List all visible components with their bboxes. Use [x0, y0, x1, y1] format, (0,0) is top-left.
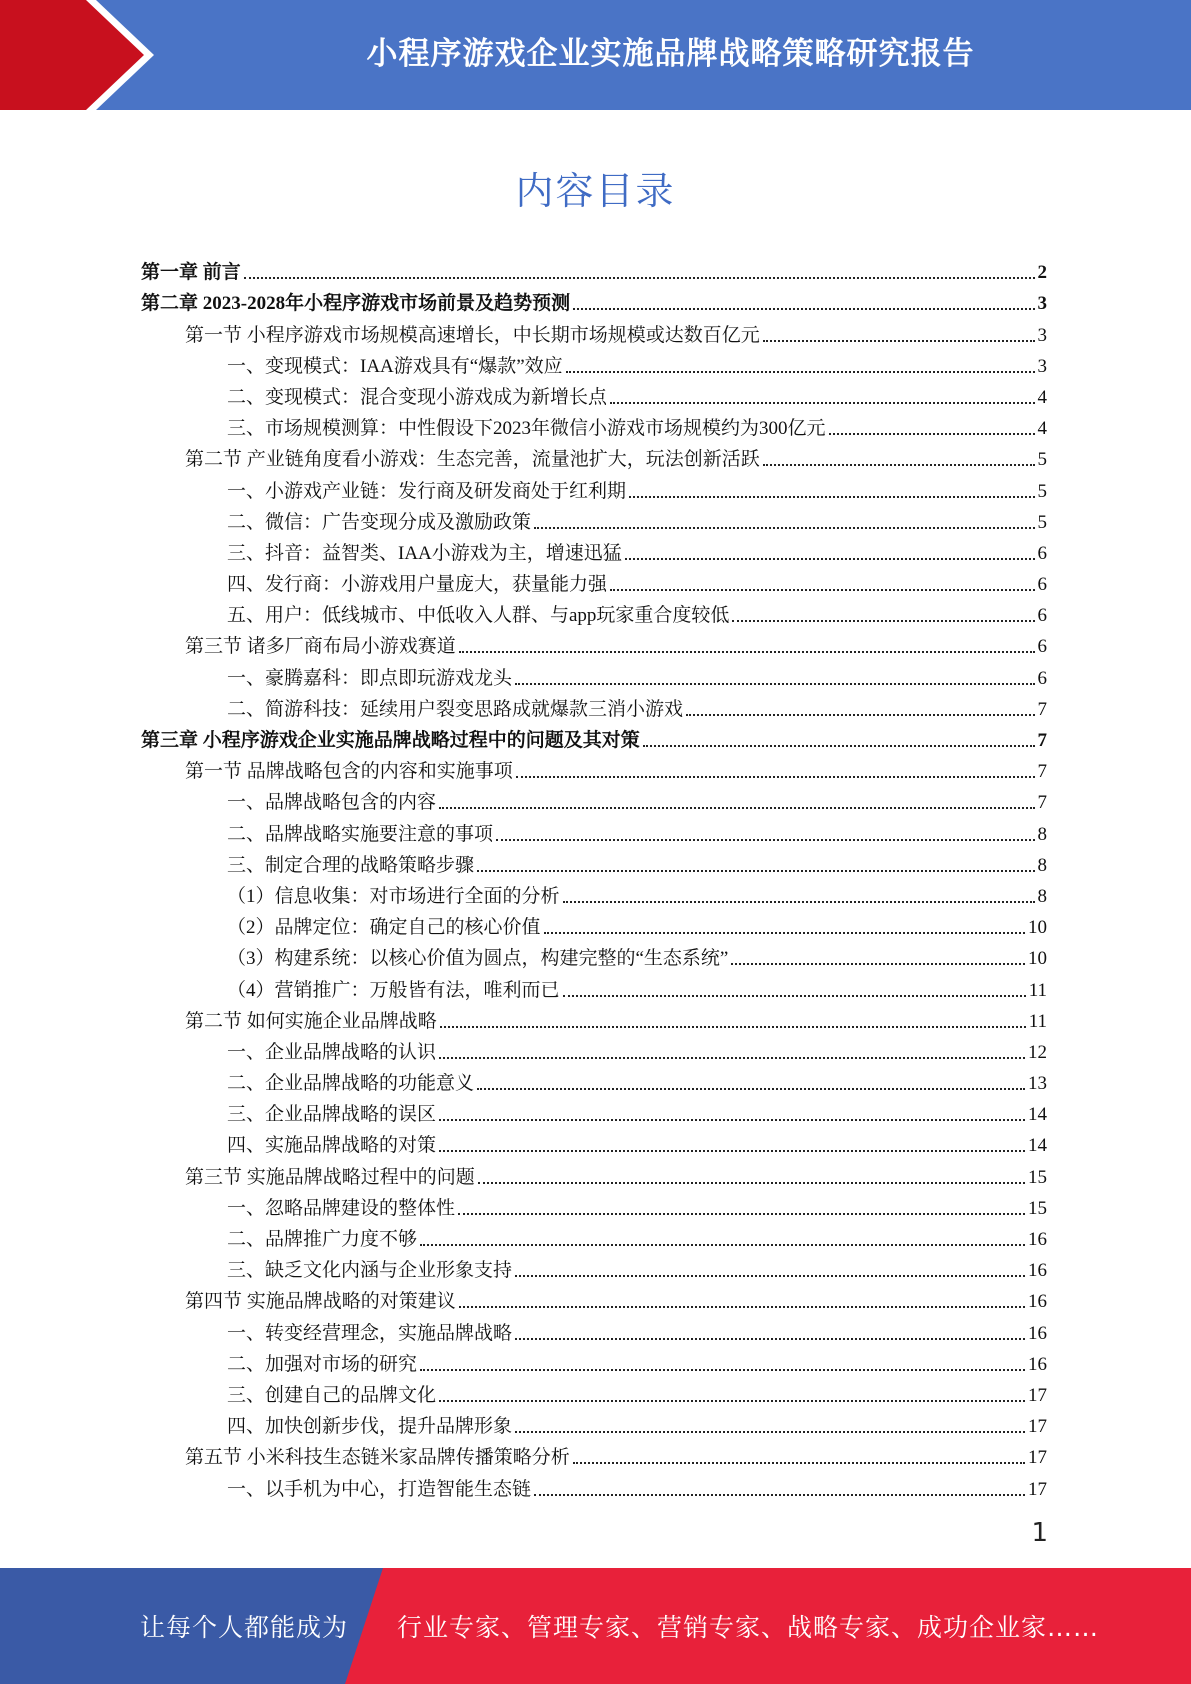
toc-entry-page: 7 — [1037, 761, 1047, 783]
toc-entry-page: 6 — [1037, 574, 1047, 596]
toc-entry-title: 二、微信：广告变现分成及激励政策 — [227, 511, 532, 533]
toc-entry-title: 一、豪腾嘉科：即点即玩游戏龙头 — [227, 667, 513, 689]
toc-entry-title: 三、制定合理的战略策略步骤 — [227, 854, 475, 876]
toc-entry-page: 13 — [1028, 1073, 1047, 1095]
toc-entry[interactable] — [141, 253, 1047, 284]
toc-entry-page: 16 — [1028, 1229, 1047, 1250]
toc-entry-page: 3 — [1037, 355, 1047, 377]
header-band — [0, 0, 1191, 110]
toc-entry-title: 一、企业品牌战略的认识 — [227, 1041, 437, 1063]
toc-entry-title: 二、变现模式：混合变现小游戏成为新增长点 — [227, 386, 608, 408]
toc-entry[interactable] — [141, 1002, 1047, 1033]
toc-dot-leader — [544, 932, 1025, 934]
toc-entry-page: 8 — [1037, 823, 1047, 845]
toc-entry[interactable] — [141, 347, 1047, 378]
toc-entry-title: 三、创建自己的品牌文化 — [227, 1384, 437, 1406]
toc-entry-page: 7 — [1037, 792, 1047, 814]
toc-entry[interactable] — [141, 846, 1047, 877]
toc-entry[interactable] — [141, 814, 1047, 845]
toc-entry[interactable] — [141, 315, 1047, 346]
toc-dot-leader — [477, 1088, 1025, 1090]
toc-entry-title: 第一章 前言 — [141, 262, 241, 284]
toc-entry[interactable] — [141, 752, 1047, 783]
toc-entry[interactable] — [141, 565, 1047, 596]
toc-dot-leader — [439, 1119, 1025, 1121]
toc-entry[interactable] — [141, 1033, 1047, 1064]
toc-entry-title: 二、品牌战略实施要注意的事项 — [227, 823, 494, 845]
toc-entry-page: 17 — [1028, 1416, 1047, 1438]
toc-entry-page: 16 — [1028, 1260, 1047, 1282]
toc-entry-title: 第三节 诸多厂商布局小游戏赛道 — [185, 636, 456, 658]
toc-dot-leader — [439, 1400, 1025, 1402]
table-of-contents — [141, 253, 1047, 1501]
footer-band — [0, 1568, 1191, 1684]
toc-dot-leader — [534, 527, 1034, 529]
toc-dot-leader — [573, 308, 1034, 310]
toc-dot-leader — [420, 1369, 1025, 1371]
toc-entry[interactable] — [141, 908, 1047, 939]
toc-entry-page: 5 — [1037, 480, 1047, 502]
toc-entry-page: 6 — [1037, 636, 1047, 658]
toc-entry[interactable] — [141, 471, 1047, 502]
toc-entry[interactable] — [141, 1095, 1047, 1126]
toc-entry-title: 一、转变经营理念，实施品牌战略 — [227, 1322, 513, 1344]
toc-dot-leader — [478, 1182, 1025, 1184]
toc-dot-leader — [732, 620, 1034, 622]
toc-entry-page: 12 — [1028, 1041, 1047, 1063]
toc-entry[interactable] — [141, 284, 1047, 315]
toc-entry-page: 7 — [1037, 698, 1047, 720]
toc-entry-page: 10 — [1028, 948, 1047, 970]
toc-entry-title: 一、品牌战略包含的内容 — [227, 792, 437, 814]
toc-entry-page: 6 — [1037, 542, 1047, 564]
header-arrow-decoration — [0, 0, 160, 110]
toc-dot-leader — [731, 963, 1025, 965]
toc-entry-page: 17 — [1028, 1447, 1047, 1469]
report-title: 小程序游戏企业实施品牌战略策略研究报告 — [366, 35, 975, 72]
toc-entry-page: 11 — [1028, 1010, 1047, 1032]
toc-dot-leader — [515, 1275, 1025, 1277]
toc-entry[interactable] — [141, 939, 1047, 970]
toc-dot-leader — [610, 402, 1034, 404]
toc-entry-page: 3 — [1037, 324, 1047, 346]
toc-dot-leader — [515, 1431, 1025, 1433]
toc-dot-leader — [829, 433, 1035, 435]
toc-entry[interactable] — [141, 1313, 1047, 1344]
toc-entry-title: 第三章 小程序游戏企业实施品牌战略过程中的问题及其对策 — [141, 730, 640, 751]
toc-dot-leader — [563, 995, 1026, 997]
toc-entry-title: 五、用户：低线城市、中低收入人群、与app玩家重合度较低 — [227, 605, 730, 627]
toc-dot-leader — [610, 589, 1034, 591]
toc-entry[interactable] — [141, 378, 1047, 409]
toc-entry-title: 一、忽略品牌建设的整体性 — [227, 1197, 456, 1219]
toc-entry-title: 第二节 产业链角度看小游戏：生态完善，流量池扩大，玩法创新活跃 — [185, 449, 760, 471]
toc-entry-page: 6 — [1037, 667, 1047, 689]
toc-entry-page: 14 — [1028, 1104, 1047, 1126]
toc-dot-leader — [515, 1338, 1025, 1340]
toc-dot-leader — [534, 1494, 1025, 1496]
toc-entry[interactable] — [141, 1376, 1047, 1407]
toc-entry-page: 8 — [1037, 885, 1047, 907]
toc-dot-leader — [458, 1213, 1025, 1215]
toc-dot-leader — [439, 807, 1034, 809]
toc-entry-page: 10 — [1028, 917, 1047, 939]
toc-entry-page: 14 — [1028, 1135, 1047, 1157]
toc-entry[interactable] — [141, 409, 1047, 440]
toc-entry-page: 17 — [1028, 1384, 1047, 1406]
toc-entry[interactable] — [141, 877, 1047, 908]
toc-entry[interactable] — [141, 1407, 1047, 1438]
toc-entry[interactable] — [141, 783, 1047, 814]
toc-entry[interactable] — [141, 503, 1047, 534]
toc-entry-title: 二、简游科技：延续用户裂变思路成就爆款三消小游戏 — [227, 698, 684, 720]
toc-entry-title: 三、企业品牌战略的误区 — [227, 1104, 437, 1126]
header-arrow-shape — [0, 0, 146, 110]
toc-dot-leader — [625, 558, 1035, 560]
toc-dot-leader — [459, 651, 1035, 653]
toc-entry[interactable] — [141, 1438, 1047, 1469]
toc-entry[interactable] — [141, 1064, 1047, 1095]
toc-entry-title: 第二章 2023-2028年小程序游戏市场前景及趋势预测 — [141, 293, 571, 315]
toc-entry[interactable] — [141, 627, 1047, 658]
toc-dot-leader — [515, 683, 1034, 685]
toc-entry[interactable] — [141, 1345, 1047, 1376]
toc-dot-leader — [686, 714, 1034, 716]
toc-dot-leader — [516, 776, 1035, 778]
toc-entry-page: 4 — [1037, 386, 1047, 408]
toc-dot-leader — [477, 870, 1034, 872]
toc-dot-leader — [440, 1026, 1026, 1028]
toc-entry-title: 第一节 小程序游戏市场规模高速增长，中长期市场规模或达数百亿元 — [185, 324, 760, 346]
toc-entry-page: 3 — [1037, 293, 1047, 315]
toc-entry-page: 11 — [1028, 979, 1047, 1001]
toc-entry[interactable] — [141, 440, 1047, 471]
toc-entry-page: 16 — [1028, 1322, 1047, 1344]
toc-entry-title: 二、品牌推广力度不够 — [227, 1229, 418, 1250]
toc-entry-title: （1）信息收集：对市场进行全面的分析 — [227, 885, 560, 907]
toc-entry[interactable] — [141, 1189, 1047, 1220]
toc-dot-leader — [573, 1462, 1025, 1464]
toc-entry-title: 第四节 实施品牌战略的对策建议 — [185, 1291, 456, 1313]
toc-entry[interactable] — [141, 1469, 1047, 1500]
toc-entry-page: 4 — [1037, 418, 1047, 440]
toc-entry-page: 15 — [1028, 1197, 1047, 1219]
toc-entry-title: 三、抖音：益智类、IAA小游戏为主，增速迅猛 — [227, 542, 622, 564]
toc-entry-page: 7 — [1037, 730, 1047, 751]
toc-entry-title: 一、以手机为中心，打造智能生态链 — [227, 1478, 532, 1500]
toc-entry[interactable] — [141, 534, 1047, 565]
toc-entry-title: 三、缺乏文化内涵与企业形象支持 — [227, 1260, 513, 1282]
toc-dot-leader — [496, 839, 1034, 841]
toc-entry-page: 15 — [1028, 1166, 1047, 1188]
toc-dot-leader — [629, 496, 1034, 498]
toc-entry-page: 17 — [1028, 1478, 1047, 1500]
toc-entry[interactable] — [141, 1157, 1047, 1188]
toc-entry-title: 二、加强对市场的研究 — [227, 1353, 418, 1375]
footer-slogan-right: 行业专家、管理专家、营销专家、战略专家、成功企业家…… — [397, 1613, 1100, 1642]
toc-dot-leader — [763, 464, 1035, 466]
toc-entry-page: 5 — [1037, 449, 1047, 471]
toc-entry-title: （4）营销推广：万般皆有法，唯利而已 — [227, 979, 560, 1001]
toc-entry[interactable] — [141, 1282, 1047, 1313]
toc-entry-title: 第一节 品牌战略包含的内容和实施事项 — [185, 761, 513, 783]
toc-dot-leader — [566, 371, 1035, 373]
toc-entry-title: 第三节 实施品牌战略过程中的问题 — [185, 1166, 475, 1188]
toc-dot-leader — [439, 1150, 1025, 1152]
toc-entry-page: 2 — [1037, 262, 1047, 284]
toc-entry-page: 8 — [1037, 854, 1047, 876]
toc-dot-leader — [420, 1244, 1025, 1246]
toc-entry-title: 一、变现模式：IAA游戏具有“爆款”效应 — [227, 355, 563, 377]
toc-entry[interactable] — [141, 1220, 1047, 1251]
toc-entry-title: 四、实施品牌战略的对策 — [227, 1135, 437, 1157]
toc-entry-title: 四、加快创新步伐，提升品牌形象 — [227, 1416, 513, 1438]
toc-entry-page: 5 — [1037, 511, 1047, 533]
page-number: 1 — [1031, 1518, 1048, 1548]
toc-entry-page: 16 — [1028, 1353, 1047, 1375]
toc-dot-leader — [563, 901, 1035, 903]
toc-entry[interactable] — [141, 596, 1047, 627]
toc-entry-title: （2）品牌定位：确定自己的核心价值 — [227, 917, 541, 939]
footer-slogan-left: 让每个人都能成为 — [140, 1613, 349, 1642]
toc-entry-title: 二、企业品牌战略的功能意义 — [227, 1073, 475, 1095]
toc-entry-title: 第五节 小米科技生态链米家品牌传播策略分析 — [185, 1447, 570, 1469]
toc-entry[interactable] — [141, 1126, 1047, 1157]
toc-entry-title: 三、市场规模测算：中性假设下2023年微信小游戏市场规模约为300亿元 — [227, 418, 826, 440]
toc-dot-leader — [763, 340, 1035, 342]
toc-entry-title: 一、小游戏产业链：发行商及研发商处于红利期 — [227, 480, 627, 502]
toc-dot-leader — [643, 745, 1035, 747]
toc-entry[interactable] — [141, 1251, 1047, 1282]
toc-entry-title: 四、发行商：小游戏用户量庞大，获量能力强 — [227, 574, 608, 596]
toc-entry-title: （3）构建系统：以核心价值为圆点，构建完整的“生态系统” — [227, 948, 729, 970]
toc-entry[interactable] — [141, 970, 1047, 1001]
toc-entry[interactable] — [141, 658, 1047, 689]
toc-dot-leader — [244, 277, 1035, 279]
toc-entry-title: 第二节 如何实施企业品牌战略 — [185, 1010, 437, 1032]
toc-entry[interactable] — [141, 690, 1047, 721]
toc-dot-leader — [439, 1057, 1025, 1059]
toc-dot-leader — [459, 1306, 1025, 1308]
toc-entry[interactable] — [141, 721, 1047, 752]
toc-entry-page: 6 — [1037, 605, 1047, 627]
toc-entry-page: 16 — [1028, 1291, 1047, 1313]
toc-heading: 内容目录 — [515, 169, 676, 213]
